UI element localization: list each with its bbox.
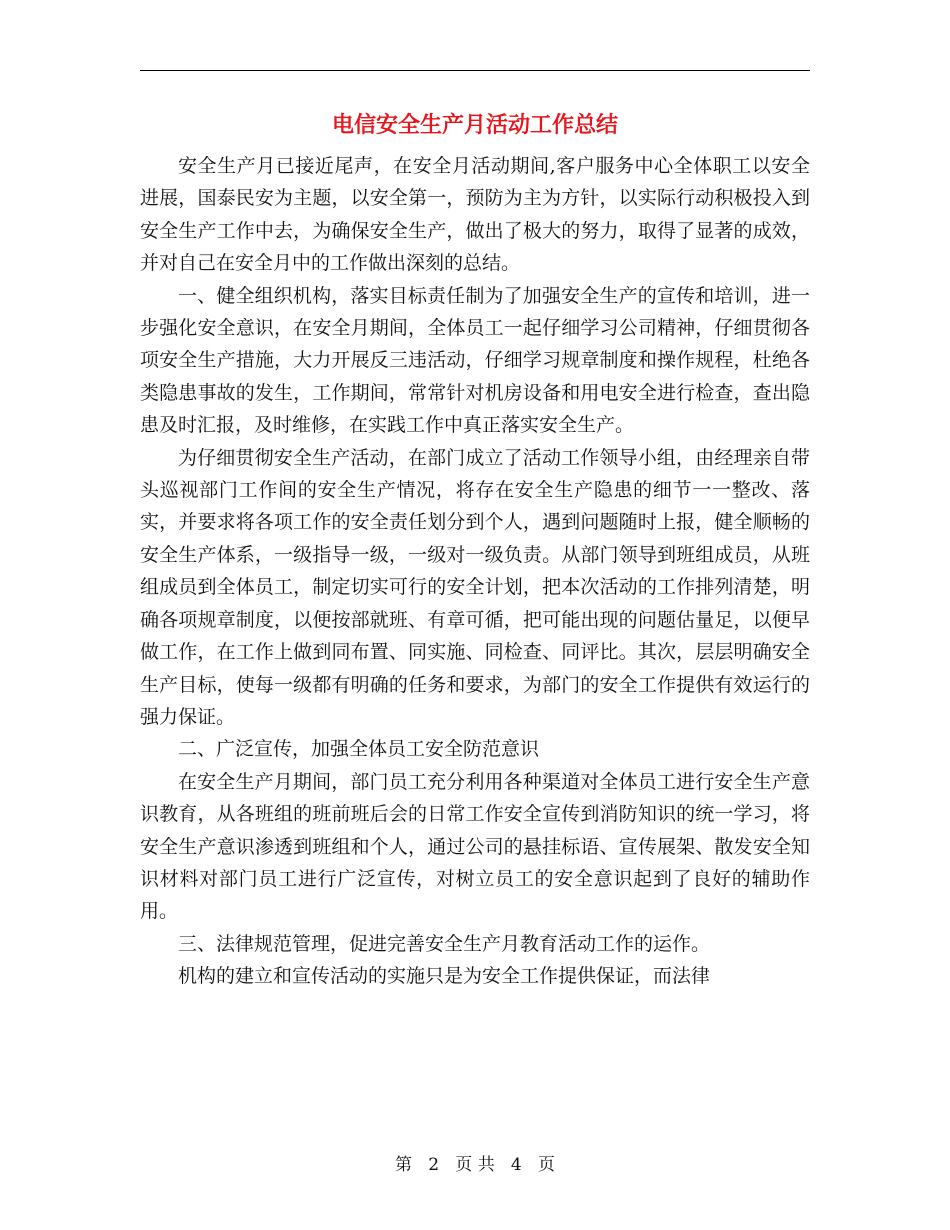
total-pages-number: 4	[510, 1155, 522, 1175]
page-label-suffix: 页	[537, 1155, 555, 1175]
current-page-number: 2	[428, 1155, 440, 1175]
paragraph-leadership-group: 为仔细贯彻安全生产活动，在部门成立了活动工作领导小组，由经理亲自带头巡视部门工作间的安全生产情况，将存在安全生产隐患的细节一一整改、落实，并要求将各项工作的安全责任划分到个人，遇到问题随时上报，健全顺畅的安全生产体系，一级指导一级，一级对一级负责。从部门领导到班组成员，从班组成员到全体员工，制定切实可行的安全计划，把本次活动的工作排列清楚，明确各项规章制度，以便按部就班、有章可循，把可能出现的问题估量足，以便早做工作，在工作上做到同布置、同实施、同检查、同评比。其次，层层明确安全生产目标，使每一级都有明确的任务和要求，为部门的安全工作提供有效运行的强力保证。	[140, 446, 810, 728]
paragraph-publicity: 在安全生产月期间，部门员工充分利用各种渠道对全体员工进行安全生产意识教育，从各班组的班前班后会的日常工作安全宣传到消防知识的统一学习，将安全生产意识渗透到班组和个人，通过公司的悬挂标语、宣传展架、散发安全知识材料对部门员工进行广泛宣传，对树立员工的安全意识起到了良好的辅助作用。	[140, 770, 810, 923]
page-label-prefix: 第	[395, 1155, 413, 1175]
heading-section-3: 三、法律规范管理，促进完善安全生产月教育活动工作的运作。	[178, 932, 711, 955]
paragraph-legal: 机构的建立和宣传活动的实施只是为安全工作提供保证，而法律	[178, 965, 711, 988]
page-footer	[140, 1153, 810, 1177]
document-title: 电信安全生产月活动工作总结	[331, 113, 618, 138]
paragraph-intro: 安全生产月已接近尾声，在安全月活动期间,客户服务中心全体职工以安全进展，国泰民安为主题，以安全第一，预防为主为方针，以实际行动积极投入到安全生产工作中去，为确保安全生产，做出了极大的努力，取得了显著的成效，并对自己在安全月中的工作做出深刻的总结。	[140, 155, 810, 275]
paragraph-section-1: 一、健全组织机构，落实目标责任制为了加强安全生产的宣传和培训，进一步强化安全意识，在安全月期间，全体员工一起仔细学习公司精神，仔细贯彻各项安全生产措施，大力开展反三违活动，仔细学习规章制度和操作规程，杜绝各类隐患事故的发生，工作期间，常常针对机房设备和用电安全进行检查，查出隐患及时汇报，及时维修，在实践工作中真正落实安全生产。	[140, 284, 810, 437]
page-label-mid: 页 共	[455, 1155, 495, 1175]
header-rule	[140, 70, 810, 71]
heading-section-2: 二、广泛宣传，加强全体员工安全防范意识	[178, 738, 540, 761]
document-body	[140, 150, 810, 993]
